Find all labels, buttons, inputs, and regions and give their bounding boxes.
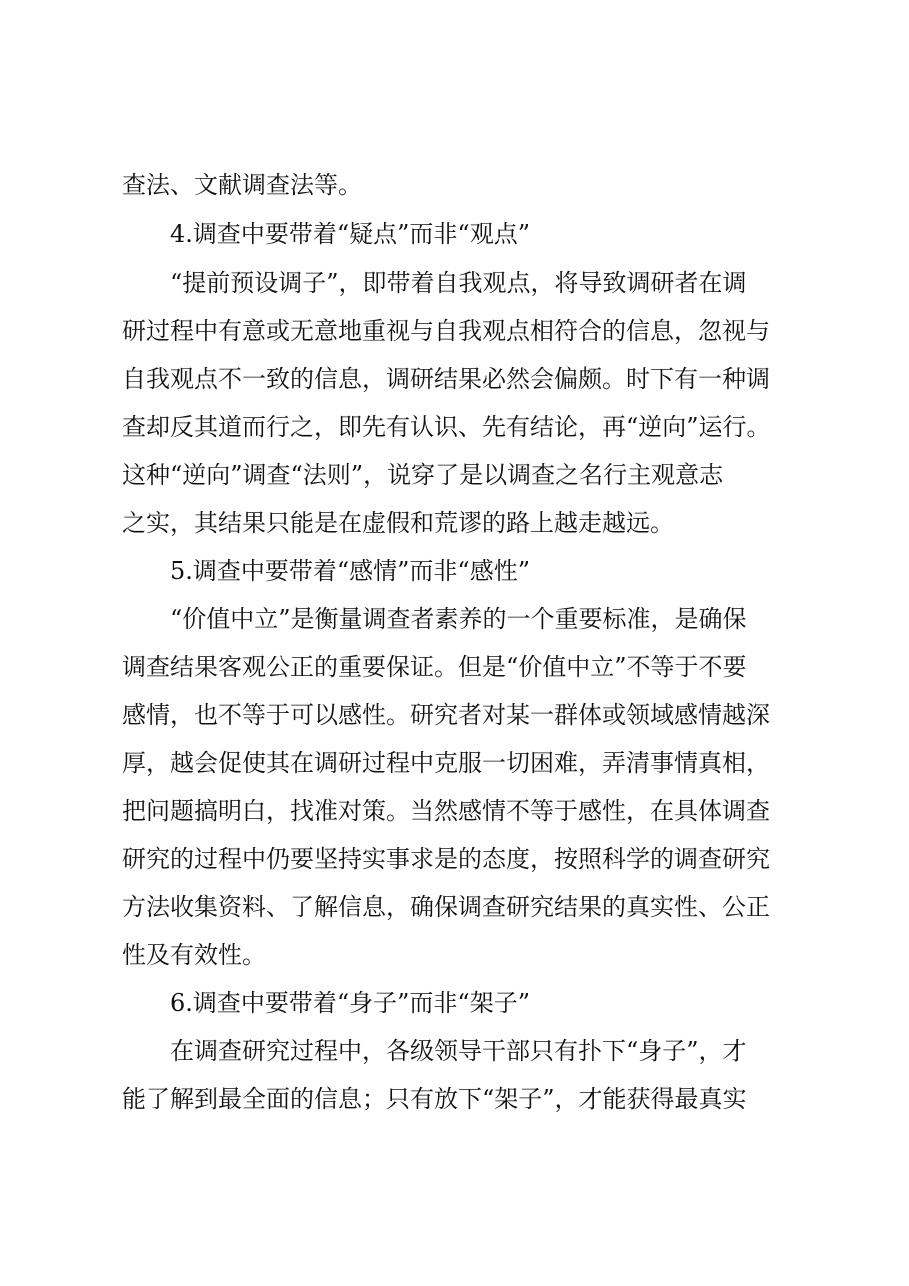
paragraph-line: “提前预设调子”，即带着自我观点，将导致调研者在调 bbox=[170, 269, 747, 297]
paragraph-line: 查法、文献调查法等。 bbox=[122, 171, 362, 199]
paragraph-line: 之实，其结果只能是在虚假和荒谬的路上越走越远。 bbox=[122, 509, 674, 537]
paragraph-line: 性及有效性。 bbox=[122, 941, 266, 969]
paragraph-line: 研究的过程中仍要坚持实事求是的态度，按照科学的调查研究 bbox=[122, 845, 770, 873]
section-heading-6: 6.调查中要带着“身子”而非“架子” bbox=[170, 989, 530, 1017]
paragraph-line: “价值中立”是衡量调查者素养的一个重要标准，是确保 bbox=[170, 605, 747, 633]
paragraph-line: 方法收集资料、了解信息，确保调查研究结果的真实性、公正 bbox=[122, 893, 770, 921]
section-heading-4: 4.调查中要带着“疑点”而非“观点” bbox=[170, 220, 530, 248]
paragraph-line: 能了解到最全面的信息；只有放下“架子”，才能获得最真实 bbox=[122, 1085, 747, 1113]
paragraph-line: 在调查研究过程中，各级领导干部只有扑下“身子”，才 bbox=[170, 1037, 747, 1065]
paragraph-line: 把问题搞明白，找准对策。当然感情不等于感性，在具体调查 bbox=[122, 797, 770, 825]
paragraph-line: 感情，也不等于可以感性。研究者对某一群体或领域感情越深 bbox=[122, 701, 770, 729]
paragraph-line: 自我观点不一致的信息，调研结果必然会偏颇。时下有一种调 bbox=[122, 365, 770, 393]
paragraph-line: 这种“逆向”调查“法则”，说穿了是以调查之名行主观意志 bbox=[122, 461, 724, 489]
paragraph-line: 调查结果客观公正的重要保证。但是“价值中立”不等于不要 bbox=[122, 653, 747, 681]
paragraph-line: 厚，越会促使其在调研过程中克服一切困难，弄清事情真相， bbox=[122, 749, 770, 777]
paragraph-line: 查却反其道而行之，即先有认识、先有结论，再“逆向”运行。 bbox=[122, 413, 771, 441]
paragraph-line: 研过程中有意或无意地重视与自我观点相符合的信息，忽视与 bbox=[122, 317, 770, 345]
section-heading-5: 5.调查中要带着“感情”而非“感性” bbox=[170, 557, 530, 585]
